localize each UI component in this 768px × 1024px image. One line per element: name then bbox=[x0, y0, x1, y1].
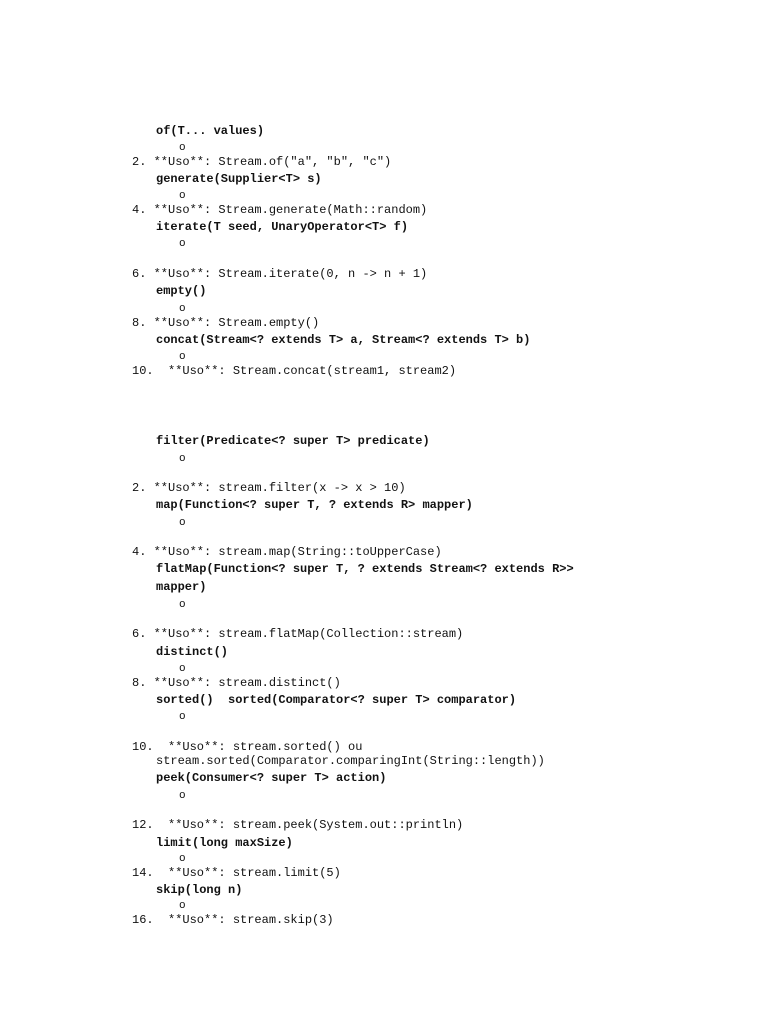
method-signature: generate(Supplier<T> s) bbox=[156, 172, 322, 186]
bullet-marker: o bbox=[179, 142, 186, 154]
method-signature: peek(Consumer<? super T> action) bbox=[156, 771, 387, 785]
usage-line: 10. **Uso**: Stream.concat(stream1, stream2) bbox=[132, 364, 457, 378]
usage-line: 4. **Uso**: Stream.generate(Math::random) bbox=[132, 203, 428, 217]
method-signature: sorted() sorted(Comparator<? super T> comparator) bbox=[156, 693, 517, 707]
bullet-marker: o bbox=[179, 900, 186, 912]
bullet-marker: o bbox=[179, 453, 186, 465]
usage-line: 4. **Uso**: stream.map(String::toUpperCase) bbox=[132, 545, 442, 559]
usage-line: 10. **Uso**: stream.sorted() ou bbox=[132, 740, 363, 754]
method-signature: empty() bbox=[156, 284, 207, 298]
usage-line: 8. **Uso**: Stream.empty() bbox=[132, 316, 320, 330]
usage-line-continued: stream.sorted(Comparator.comparingInt(String::length)) bbox=[156, 754, 545, 768]
bullet-marker: o bbox=[179, 599, 186, 611]
bullet-marker: o bbox=[179, 351, 186, 363]
usage-line: 2. **Uso**: Stream.of("a", "b", "c") bbox=[132, 155, 392, 169]
usage-line: 16. **Uso**: stream.skip(3) bbox=[132, 913, 334, 927]
usage-line: 2. **Uso**: stream.filter(x -> x > 10) bbox=[132, 481, 406, 495]
method-signature: of(T... values) bbox=[156, 124, 265, 138]
bullet-marker: o bbox=[179, 190, 186, 202]
usage-line: 14. **Uso**: stream.limit(5) bbox=[132, 866, 341, 880]
method-signature: limit(long maxSize) bbox=[156, 836, 293, 850]
method-signature: concat(Stream<? extends T> a, Stream<? extends T> b) bbox=[156, 333, 531, 347]
bullet-marker: o bbox=[179, 711, 186, 723]
method-signature: flatMap(Function<? super T, ? extends Stream<? extends R>> bbox=[156, 562, 574, 576]
bullet-marker: o bbox=[179, 663, 186, 675]
bullet-marker: o bbox=[179, 238, 186, 250]
method-signature-continued: mapper) bbox=[156, 580, 207, 594]
usage-line: 12. **Uso**: stream.peek(System.out::println) bbox=[132, 818, 464, 832]
method-signature: skip(long n) bbox=[156, 883, 243, 897]
method-signature: distinct() bbox=[156, 645, 229, 659]
usage-line: 8. **Uso**: stream.distinct() bbox=[132, 676, 341, 690]
bullet-marker: o bbox=[179, 517, 186, 529]
method-signature: filter(Predicate<? super T> predicate) bbox=[156, 434, 430, 448]
usage-line: 6. **Uso**: stream.flatMap(Collection::stream) bbox=[132, 627, 464, 641]
bullet-marker: o bbox=[179, 790, 186, 802]
method-signature: map(Function<? super T, ? extends R> mapper) bbox=[156, 498, 473, 512]
method-signature: iterate(T seed, UnaryOperator<T> f) bbox=[156, 220, 409, 234]
usage-line: 6. **Uso**: Stream.iterate(0, n -> n + 1) bbox=[132, 267, 428, 281]
bullet-marker: o bbox=[179, 853, 186, 865]
bullet-marker: o bbox=[179, 303, 186, 315]
